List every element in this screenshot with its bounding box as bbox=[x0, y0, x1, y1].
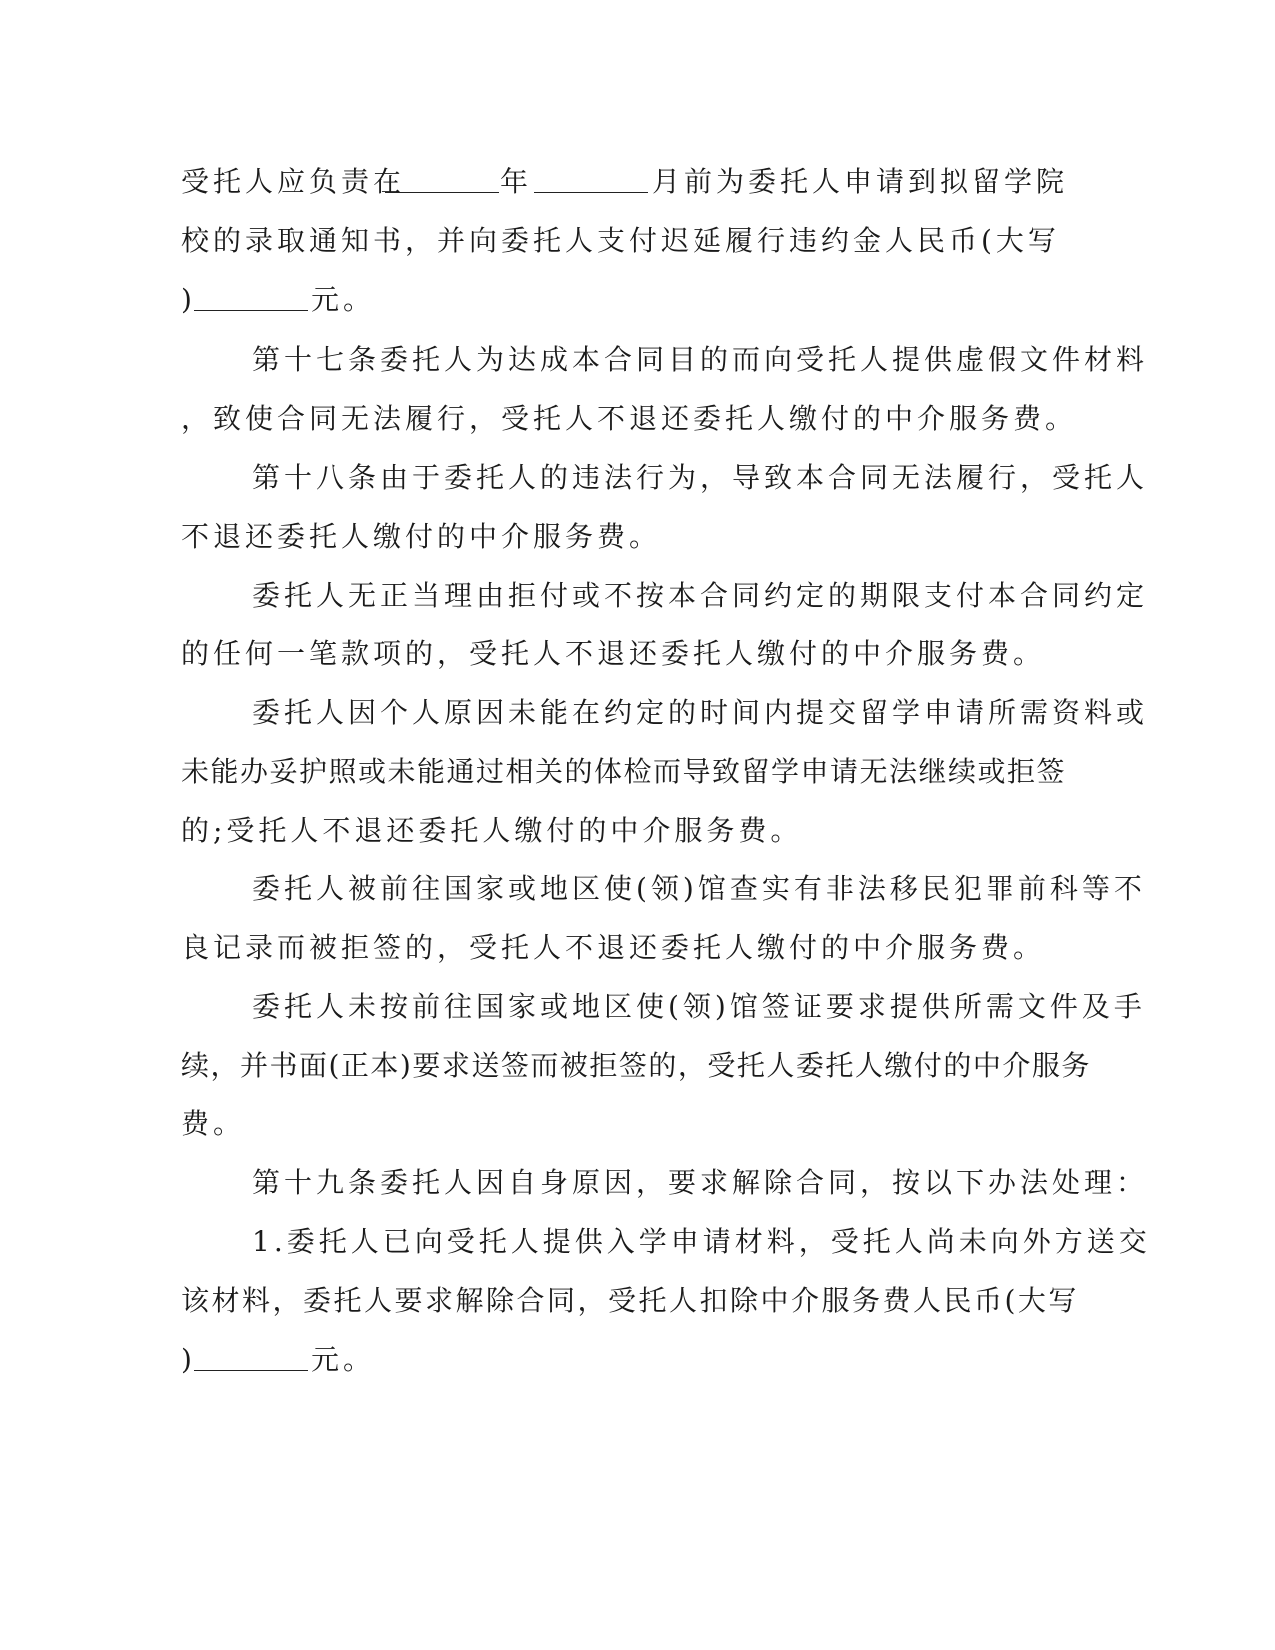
paragraph-line bbox=[0, 458, 1275, 498]
text-segment: 第十九条委托人因自身原因，要求解除合同，按以下办法处理： bbox=[252, 1166, 1149, 1199]
text-segment: 未能办妥护照或未能通过相关的体检而导致留学申请无法继续或拒签 bbox=[181, 755, 1067, 788]
text-segment: 不退还委托人缴付的中介服务费。 bbox=[181, 520, 662, 553]
text-segment: 费。 bbox=[181, 1107, 246, 1140]
paragraph-line bbox=[0, 1046, 1275, 1086]
paragraph-line bbox=[0, 280, 1275, 320]
text-segment: 该材料，委托人要求解除合同，受托人扣除中介服务费人民币(大写 bbox=[181, 1284, 1079, 1317]
paragraph-line bbox=[0, 1340, 1275, 1380]
paragraph-line bbox=[0, 1104, 1275, 1144]
text-segment: 受托人应负责在 bbox=[181, 165, 406, 198]
paragraph-line bbox=[0, 517, 1275, 557]
text-segment: 委托人因个人原因未能在约定的时间内提交留学申请所需资料或 bbox=[252, 696, 1149, 729]
text-segment: ) bbox=[181, 1343, 196, 1376]
text-segment: 委托人未按前往国家或地区使(领)馆签证要求提供所需文件及手 bbox=[252, 990, 1146, 1023]
text-segment: 续，并书面(正本)要求送签而被拒签的，受托人委托人缴付的中介服务 bbox=[181, 1049, 1091, 1082]
fill-in-blank[interactable] bbox=[194, 280, 308, 311]
text-segment: 1.委托人已向受托人提供入学申请材料，受托人尚未向外方送交 bbox=[252, 1225, 1151, 1258]
text-segment: ) bbox=[181, 283, 196, 316]
text-segment: 的任何一笔款项的，受托人不退还委托人缴付的中介服务费。 bbox=[181, 637, 1046, 670]
paragraph-line bbox=[0, 634, 1275, 674]
paragraph-line bbox=[0, 987, 1275, 1027]
text-segment: 年 bbox=[500, 165, 533, 198]
paragraph-line bbox=[0, 576, 1275, 616]
text-segment: 月前为委托人申请到拟留学院 bbox=[652, 165, 1069, 198]
paragraph-line bbox=[0, 221, 1275, 261]
paragraph-line bbox=[0, 811, 1275, 851]
text-segment: 元。 bbox=[311, 283, 376, 316]
fill-in-blank[interactable] bbox=[194, 1340, 308, 1371]
text-segment: 委托人被前往国家或地区使(领)馆查实有非法移民犯罪前科等不 bbox=[252, 872, 1146, 905]
text-segment: 第十七条委托人为达成本合同目的而向受托人提供虚假文件材料 bbox=[252, 343, 1149, 376]
text-segment: 良记录而被拒签的，受托人不退还委托人缴付的中介服务费。 bbox=[181, 931, 1046, 964]
paragraph-line bbox=[0, 399, 1275, 439]
fill-in-blank[interactable] bbox=[534, 162, 648, 193]
paragraph-line bbox=[0, 1222, 1275, 1262]
text-segment: 元。 bbox=[311, 1343, 376, 1376]
text-segment: 委托人无正当理由拒付或不按本合同约定的期限支付本合同约定 bbox=[252, 579, 1149, 612]
text-segment: 第十八条由于委托人的违法行为，导致本合同无法履行，受托人 bbox=[252, 461, 1149, 494]
paragraph-line bbox=[0, 340, 1275, 380]
text-segment: 校的录取通知书，并向委托人支付迟延履行违约金人民币(大写 bbox=[181, 224, 1060, 257]
paragraph-line bbox=[0, 162, 1275, 202]
paragraph-line bbox=[0, 752, 1275, 792]
fill-in-blank[interactable] bbox=[385, 162, 499, 193]
paragraph-line bbox=[0, 693, 1275, 733]
paragraph-line bbox=[0, 869, 1275, 909]
paragraph-line bbox=[0, 1281, 1275, 1321]
text-segment: ，致使合同无法履行，受托人不退还委托人缴付的中介服务费。 bbox=[181, 402, 1078, 435]
paragraph-line bbox=[0, 928, 1275, 968]
text-segment: 的;受托人不退还委托人缴付的中介服务费。 bbox=[181, 814, 803, 847]
paragraph-line bbox=[0, 1163, 1275, 1203]
